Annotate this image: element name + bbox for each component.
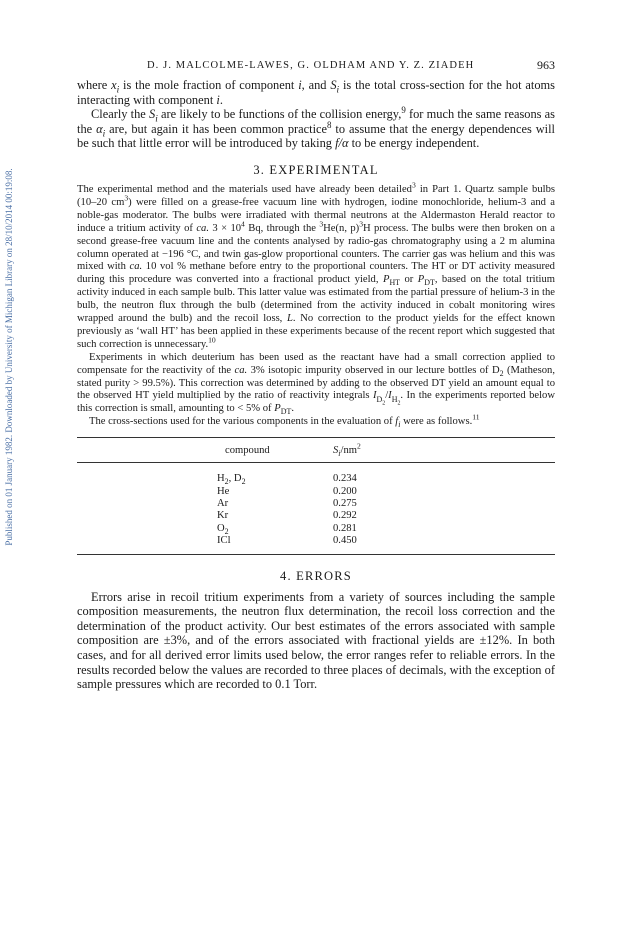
running-head xyxy=(77,56,555,78)
download-watermark-text: Published on 01 January 1982. Downloaded by University of Michigan Library on 28/10/2014 00:19:08. xyxy=(4,168,14,546)
table-row xyxy=(77,523,555,535)
table-cell-compound: ICl xyxy=(217,535,231,547)
section-heading-experimental: 3. EXPERIMENTAL xyxy=(253,162,379,177)
table-cell-cross-section: 0.275 xyxy=(333,498,357,509)
intro-paragraph-1: where $x_i$ is the mole fraction of component i, and $S_i$ is the total cross-section for the hot atoms interacting with component i. xyxy=(77,78,556,107)
table-cell-compound: $H_2$, $D_2$ xyxy=(217,473,246,487)
table-cell-cross-section: 0.281 xyxy=(333,522,357,534)
experimental-paragraph-2: Experiments in which deuterium has been used as the reactant have had a small correction applied to compensate for the reactivity of the ca. 3% isotopic impurity observed in our lecture bottles of $D_2$ (Matheson, stated purity > 99.5%). This correction was determined by adding to the observed DT yield an amount equal to the observed HT yield multiplied by the ratio of reactivity integrals $I_{D_2}/I_{H_2}$. In the experiments reported below this correction is small, amounting to < 5% of $P_{DT}$. xyxy=(77,351,556,417)
intro-paragraph-2: Clearly the $S_i$ are likely to be functions of the collision energy,$^9$ for much the same reasons as the $\alpha_i$ are, but again it has been common practice$^8$ to assume that the energy dependences will be such that little error will be introduced by taking f/α to be energy independent. xyxy=(77,105,556,151)
table-header-compound: compound xyxy=(225,445,270,457)
table-header-cross-section: $S_i/nm^2$ xyxy=(333,441,361,459)
table-cell-compound: He xyxy=(217,485,230,497)
running-head-authors: D. J. MALCOLME-LAWES, G. OLDHAM AND Y. Z. ZIADEH xyxy=(147,60,475,71)
table-row xyxy=(77,463,555,486)
table-cell-compound: $O_2$ xyxy=(217,522,229,536)
table-header-row xyxy=(77,438,555,463)
table-cell-compound: Kr xyxy=(217,510,229,522)
journal-page xyxy=(77,56,555,692)
table-cell-compound: Ar xyxy=(217,498,229,509)
table-row xyxy=(77,498,555,510)
table-row xyxy=(77,486,555,498)
table-cell-cross-section: 0.450 xyxy=(333,535,357,547)
table-bottom-rule xyxy=(77,554,555,555)
cross-section-table xyxy=(77,437,555,553)
table-row xyxy=(77,510,555,522)
errors-paragraph: Errors arise in recoil tritium experiments from a variety of sources including the sample composition measurements, the neutron flux determination, the recoil loss correction and the determination of the product activity. Our best estimates of the errors associated with sample composition are ±3%, and of the errors associated with fractional yields are ±12%. In both cases, and for all derived error limits used below, the error ranges refer to reliable errors. In the results recorded below the values are recorded to three places of decimals, with the exception of sample pressures which are recorded to 0.1 Torr. xyxy=(77,589,555,692)
table-cell-cross-section: 0.234 xyxy=(333,473,357,485)
errors-section xyxy=(77,569,555,692)
experimental-paragraph-3: The cross-sections used for the various components in the evaluation of $f_i$ were as follows.$^{11}$ xyxy=(89,412,480,430)
table-cell-cross-section: 0.200 xyxy=(333,485,357,497)
table-body xyxy=(77,463,555,554)
download-watermark xyxy=(2,60,16,660)
page-number: 963 xyxy=(537,58,555,72)
section-heading-errors: 4. ERRORS xyxy=(280,568,352,583)
table-cell-cross-section: 0.292 xyxy=(333,510,357,522)
experimental-paragraph-1: The experimental method and the materials used have already been detailed$^3$ in Part 1. Quartz sample bulbs (10–20 $cm^3$) were filled on a grease-free vacuum line with hydrogen, iodine monochloride, helium-3 and a noble-gas moderator. The bulbs were irradiated with thermal neutrons at the Aldermaston Herald reactor to induce a tritium activity of ca. $3 \times 10^4$ Bq, through the $^3$He(n, p)$^3$H process. The bulbs were then broken on a second grease-free vacuum line and the contents analysed by radio-gas chromatography using a 2 m alumina column operated at −196 °C, and twin gas-glow proportional counters. The carrier gas was helium and this was mixed with ca. 10 vol % methane before entry to the proportional counters. The HT or DT activity measured during this procedure was converted into a fractional product yield, $P_{HT}$ or $P_{DT}$, based on the total tritium activity induced in each sample bulb. This latter value was estimated from the partial pressure of helium-3 in the bulb, the neutron flux through the bulb (determined from the activity induced in cobalt monitoring wires wrapped around the bulb) and the recoil loss, L. No correction to the product yields for the effect known previously as ‘wall HT’ has been applied in these experiments because of the recent report which suggested that such correction is unnecessary.$^{10}$ xyxy=(77,180,556,350)
table-row xyxy=(77,535,555,553)
